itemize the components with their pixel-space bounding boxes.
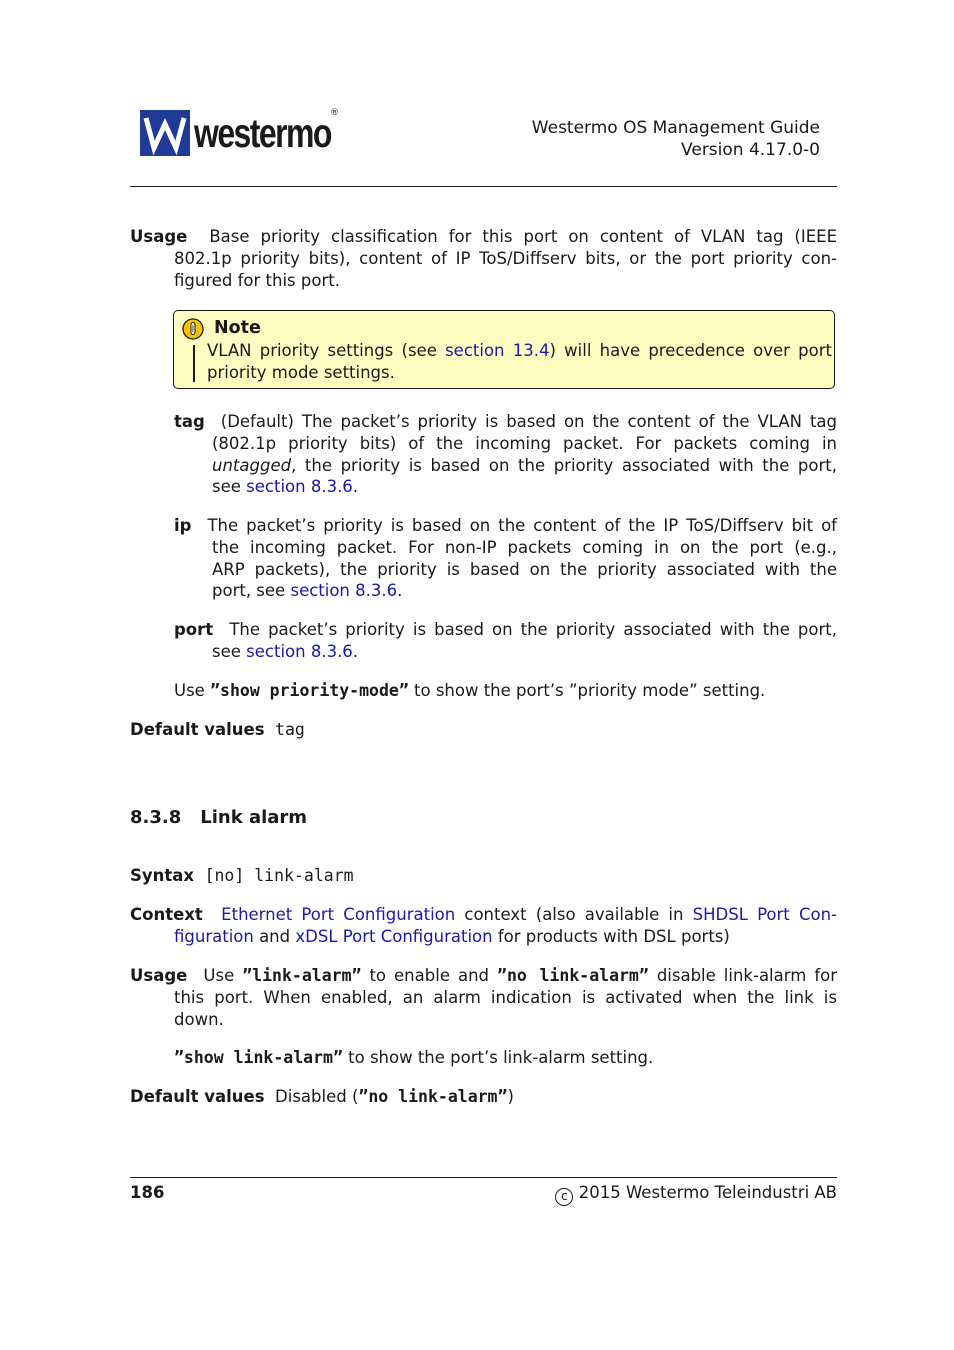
port-text-1: The packet’s priority is based on the priority associated with the port, <box>229 620 837 639</box>
copyright-icon: c <box>555 1188 573 1206</box>
default-values-1 <box>130 719 305 741</box>
note-body <box>207 340 832 383</box>
footer-rule <box>130 1177 837 1178</box>
usage2-line2: this port. When enabled, an alarm indication is activated when the link is <box>174 988 837 1007</box>
logo-wordmark: westermo <box>194 110 331 156</box>
ip-text-1: The packet’s priority is based on the content of the IP ToS/Diffserv bit of <box>207 516 837 535</box>
no-link-alarm-cmd: ”no link-alarm” <box>497 966 649 985</box>
usage2-mid: to enable and <box>361 966 498 985</box>
note-title: Note <box>214 318 261 338</box>
ip-continuation <box>212 537 837 602</box>
note-section-link[interactable]: section 13.4 <box>445 341 550 360</box>
port-item <box>174 619 837 641</box>
tag-text-1: (Default) The packet’s priority is based on the content of the VLAN tag <box>220 412 837 431</box>
context-continuation <box>174 926 837 948</box>
ethernet-port-config-link[interactable]: Ethernet Port Configuration <box>221 905 456 924</box>
usage-label: Usage <box>130 227 188 246</box>
usage2-post: disable link-alarm for <box>648 966 838 985</box>
tag-text-4-post: . <box>352 477 359 497</box>
syntax-entry <box>130 865 354 887</box>
westermo-logo-icon <box>140 110 190 156</box>
registered-mark: ® <box>330 108 339 118</box>
port-text-2-post: . <box>352 642 359 661</box>
default-label-2: Default values <box>130 1087 265 1106</box>
show-link-alarm-line <box>174 1047 653 1069</box>
ip-item <box>174 515 837 537</box>
header-rule <box>130 186 837 187</box>
context-and: and <box>253 927 296 946</box>
ip-term: ip <box>174 516 192 535</box>
page-number: 186 <box>130 1183 165 1202</box>
ip-section-link[interactable]: section 8.3.6 <box>290 581 398 601</box>
usage-text-3: figured for this port. <box>174 270 340 290</box>
note-text-post: ) will have precedence over port <box>549 341 832 360</box>
context-post: for products with DSL ports) <box>492 927 730 946</box>
usage-text-1: Base priority classification for this port on content of VLAN tag (IEEE <box>209 227 837 246</box>
show-priority-mode-cmd: ”show priority-mode” <box>210 681 409 700</box>
copyright-text: 2015 Westermo Teleindustri AB <box>578 1183 837 1202</box>
note-text: VLAN priority settings (see <box>207 341 446 360</box>
westermo-logo <box>140 110 340 158</box>
xdsl-port-config-link[interactable]: xDSL Port Configuration <box>295 927 493 946</box>
section-number: 8.3.8 <box>130 807 182 828</box>
port-continuation <box>212 641 837 663</box>
usage-text-2: 802.1p priority bits), content of IP ToS/Diffserv bits, or the port priority con- <box>174 249 837 268</box>
tag-text-2: (802.1p priority bits) of the incoming packet. For packets coming in <box>212 434 837 453</box>
doc-version: Version 4.17.0-0 <box>681 140 820 160</box>
copyright <box>555 1182 837 1206</box>
port-text-2: see <box>212 642 247 661</box>
context-text: context (also available in <box>455 905 693 924</box>
link-alarm-cmd: ”link-alarm” <box>242 966 362 985</box>
syntax-value: [no] link-alarm <box>204 866 354 885</box>
ip-text-3: ARP packets), the priority is based on the priority associated with the <box>212 559 837 579</box>
usage2-line3: down. <box>174 1009 224 1029</box>
usage2-label: Usage <box>130 966 188 985</box>
context-label: Context <box>130 905 203 924</box>
default-value-1: tag <box>275 720 305 739</box>
note-bar <box>193 345 195 382</box>
usage2-pre: Use <box>203 966 243 985</box>
section-heading <box>130 806 307 830</box>
shdsl-port-config-link-cont[interactable]: figuration <box>174 927 254 946</box>
show-link-alarm-cmd: ”show link-alarm” <box>174 1048 343 1067</box>
default-label-1: Default values <box>130 720 265 739</box>
doc-title: Westermo OS Management Guide <box>531 118 820 138</box>
usage-entry <box>130 226 837 248</box>
note-box <box>173 310 835 389</box>
default-values-2 <box>130 1086 514 1108</box>
usage-link-alarm-entry <box>130 965 837 987</box>
ip-text-4-post: . <box>397 581 403 601</box>
tag-text-3: , the priority is based on the priority associated with the port, <box>291 455 837 475</box>
default2-pre: Disabled ( <box>275 1087 359 1106</box>
usage-link-alarm-continuation <box>174 987 837 1030</box>
use-show-priority-line <box>174 680 837 702</box>
tag-section-link[interactable]: section 8.3.6 <box>246 477 353 497</box>
tag-continuation <box>212 433 837 498</box>
tag-text-4: see <box>212 477 247 497</box>
shdsl-port-config-link[interactable]: SHDSL Port Con- <box>692 905 837 924</box>
port-term: port <box>174 620 214 639</box>
ip-text-4: port, see <box>212 581 291 601</box>
default2-cmd: ”no link-alarm” <box>358 1087 508 1106</box>
use-text-pre: Use <box>174 681 211 700</box>
default2-post: ) <box>507 1087 514 1106</box>
tag-item <box>174 411 837 433</box>
section-title: Link alarm <box>200 807 308 828</box>
tag-term: tag <box>174 412 205 431</box>
tag-untagged-em: untagged <box>212 455 292 475</box>
usage-continuation <box>174 248 837 291</box>
note-text-2: priority mode settings. <box>207 362 395 382</box>
note-hand-icon <box>182 318 204 340</box>
context-entry <box>130 904 837 926</box>
use-text-post: to show the port’s ”priority mode” setting. <box>408 681 766 700</box>
port-section-link[interactable]: section 8.3.6 <box>246 642 353 661</box>
show-link-alarm-text: to show the port’s link-alarm setting. <box>342 1048 654 1067</box>
ip-text-2: the incoming packet. For non-IP packets coming in on the port (e.g., <box>212 538 837 557</box>
syntax-label: Syntax <box>130 866 195 885</box>
